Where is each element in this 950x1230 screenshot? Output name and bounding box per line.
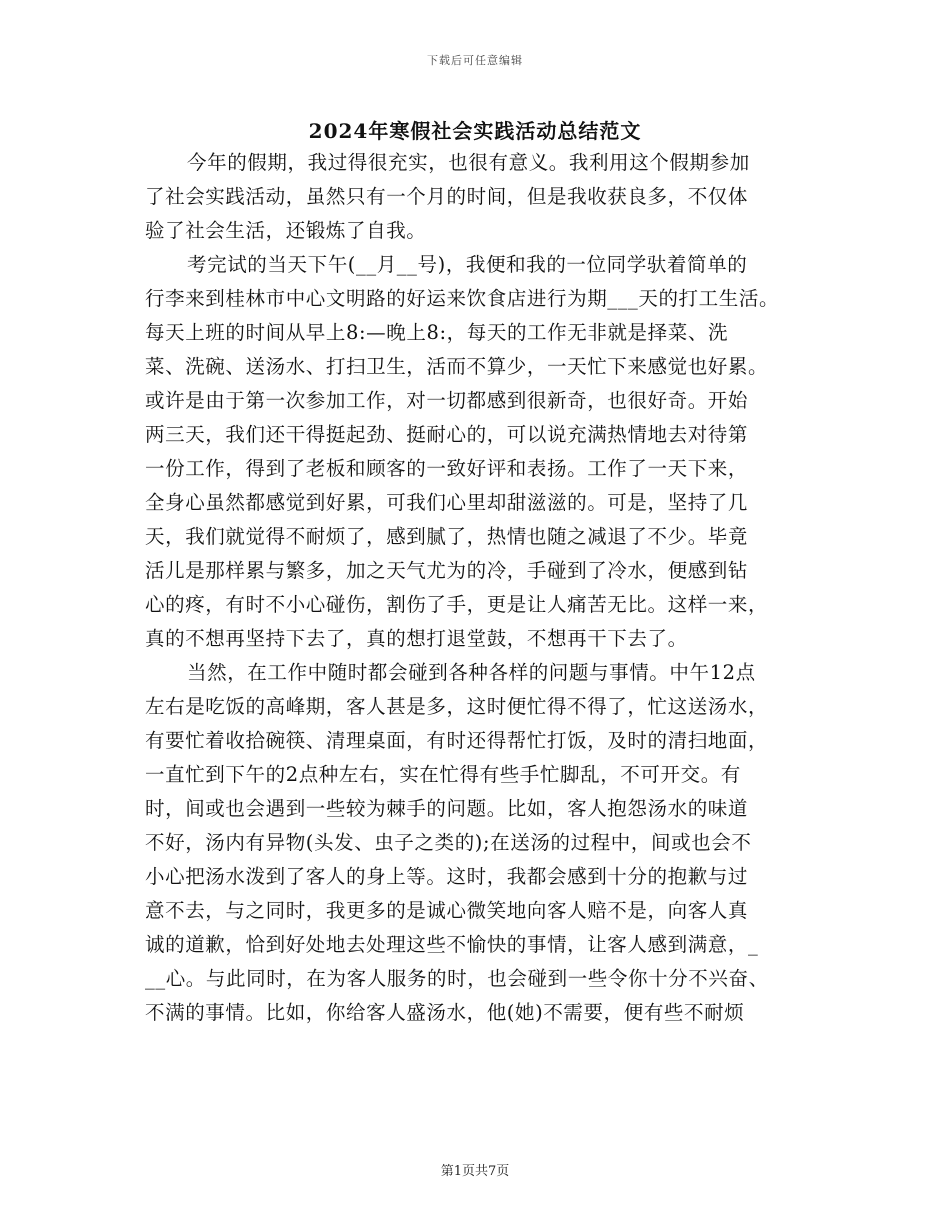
paragraph-2-line: 每天上班的时间从早上8:—晚上8:，每天的工作无非就是择菜、洗 [145, 321, 729, 344]
paragraph-2-line: 心的疼，有时不小心碰伤，割伤了手，更是让人痛苦无比。这样一来， [145, 593, 769, 616]
paragraph-1-line: 今年的假期，我过得很充实，也很有意义。我利用这个假期参加 [187, 151, 750, 174]
paragraph-2-line: 菜、洗碗、送汤水、打扫卫生，活而不算少，一天忙下来感觉也好累。 [145, 355, 769, 378]
paragraph-1-line: 了社会实践活动，虽然只有一个月的时间，但是我收获良多，不仅体 [145, 185, 749, 208]
paragraph-2-line: 全身心虽然都感觉到好累，可我们心里却甜滋滋的。可是，坚持了几 [145, 491, 749, 514]
paragraph-2-line: 两三天，我们还干得挺起劲、挺耐心的，可以说充满热情地去对待第 [145, 423, 749, 446]
document-title: 2024年寒假社会实践活动总结范文 [308, 119, 642, 143]
paragraph-2-line: 行李来到桂林市中心文明路的好运来饮食店进行为期___天的打工生活。 [145, 287, 780, 310]
paragraph-2-line: 天，我们就觉得不耐烦了，感到腻了，热情也随之减退了不少。毕竟 [145, 525, 749, 548]
paragraph-2-line: 一份工作，得到了老板和顾客的一致好评和表扬。工作了一天下来， [145, 457, 749, 480]
paragraph-2-line: 考完试的当天下午(__月__号)，我便和我的一位同学驮着简单的 [187, 253, 748, 276]
paragraph-2-line: 或许是由于第一次参加工作，对一切都感到很新奇，也很好奇。开始 [145, 389, 749, 412]
paragraph-3-line: 不满的事情。比如，你给客人盛汤水，他(她)不需要，便有些不耐烦 [145, 1001, 745, 1024]
paragraph-3-line: 有要忙着收拾碗筷、清理桌面，有时还得帮忙打饭，及时的清扫地面， [145, 729, 769, 752]
paragraph-3-line: 不好，汤内有异物(头发、虫子之类的);在送汤的过程中，间或也会不 [145, 831, 752, 854]
paragraph-3-line: __心。与此同时，在为客人服务的时，也会碰到一些令你十分不兴奋、 [145, 967, 769, 990]
document-body [145, 146, 805, 1030]
paragraph-2-line: 真的不想再坚持下去了，真的想打退堂鼓，不想再干下去了。 [145, 627, 688, 650]
paragraph-2-line: 活儿是那样累与繁多，加之天气尤为的冷，手碰到了冷水，便感到钻 [145, 559, 749, 582]
paragraph-3-line: 左右是吃饭的高峰期，客人甚是多，这时便忙得不得了，忙这送汤水， [145, 695, 769, 718]
paragraph-1-line: 验了社会生活，还锻炼了自我。 [145, 219, 427, 242]
paragraph-3-line: 当然，在工作中随时都会碰到各种各样的问题与事情。中午12点 [187, 661, 756, 684]
paragraph-3-line: 小心把汤水泼到了客人的身上等。这时，我都会感到十分的抱歉与过 [145, 865, 749, 888]
paragraph-3-line: 意不去，与之同时，我更多的是诚心微笑地向客人赔不是，向客人真 [145, 899, 749, 922]
paragraph-3-line: 诚的道歉，恰到好处地去处理这些不愉快的事情，让客人感到满意，_ [145, 933, 759, 956]
paragraph-3-line: 一直忙到下午的2点种左右，实在忙得有些手忙脚乱，不可开交。有 [145, 763, 741, 786]
paragraph-3-line: 时，间或也会遇到一些较为棘手的问题。比如，客人抱怨汤水的味道 [145, 797, 749, 820]
page-number: 第1页共7页 [440, 1164, 510, 1179]
page-header-note: 下载后可任意编辑 [427, 54, 523, 67]
